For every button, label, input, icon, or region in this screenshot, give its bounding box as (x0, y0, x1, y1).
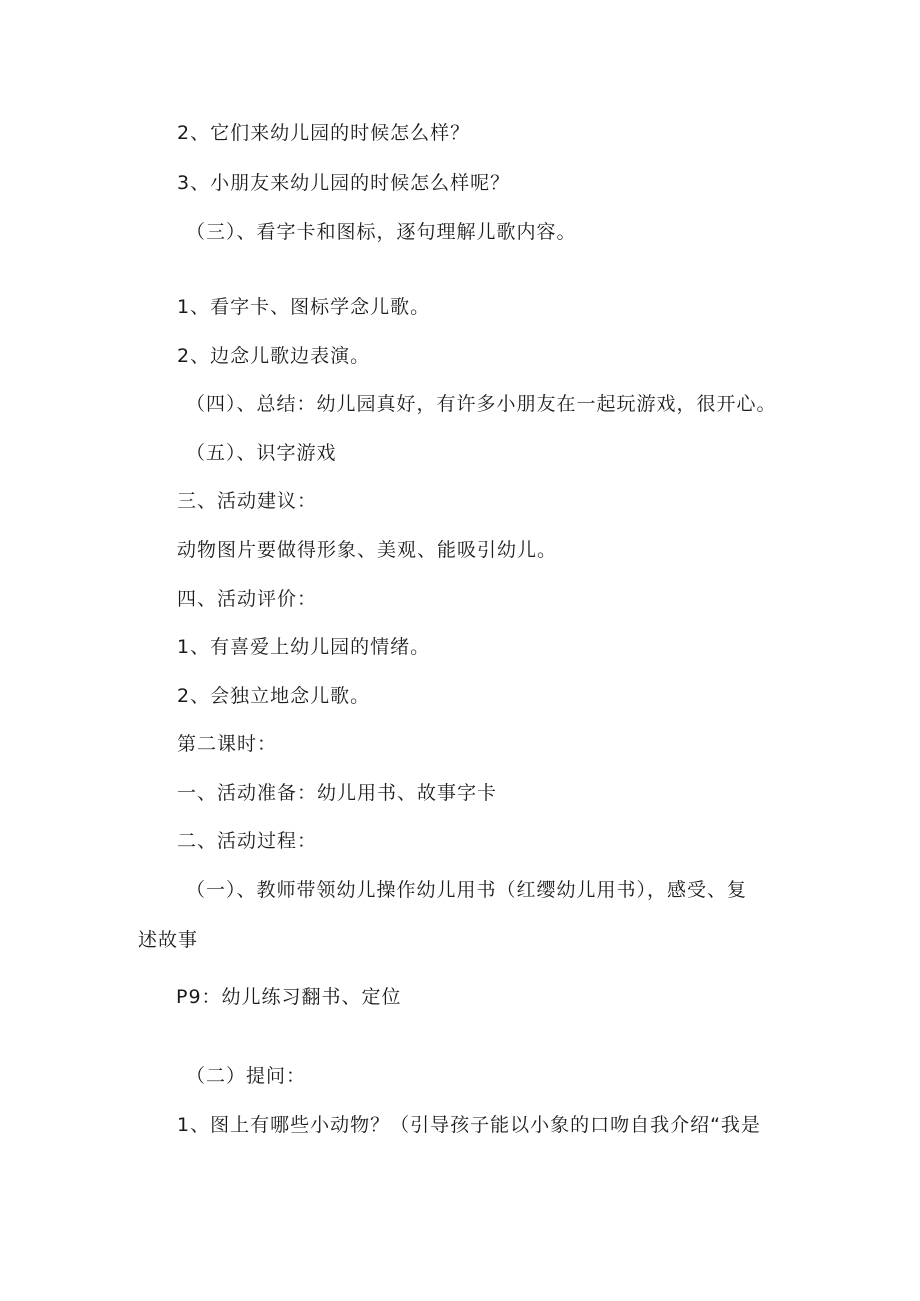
text-line: 2、它们来幼儿园的时候怎么样？ (177, 122, 471, 144)
section-heading: 四、活动评价： (177, 588, 318, 610)
section-heading: 一、活动准备：幼儿用书、故事字卡 (177, 782, 498, 804)
text-line: 动物图片要做得形象、美观、能吸引幼儿。 (177, 539, 558, 561)
section-heading: 二、活动过程： (177, 830, 318, 852)
section-heading: （二）提问： (186, 1065, 307, 1087)
text-line: （一）、教师带领幼儿操作幼儿用书（红缨幼儿用书），感受、复 (186, 879, 748, 901)
section-heading: （三）、看字卡和图标，逐句理解儿歌内容。 (186, 221, 577, 243)
section-heading: 三、活动建议： (177, 490, 318, 512)
text-line: 1、图上有哪些小动物？（引导孩子能以小象的口吻自我介绍“我是 (177, 1114, 761, 1136)
section-heading: （四）、总结：幼儿园真好，有许多小朋友在一起玩游戏，很开心。 (186, 393, 777, 415)
text-line: 1、看字卡、图标学念儿歌。 (177, 296, 431, 318)
text-line: P9：幼儿练习翻书、定位 (176, 986, 402, 1008)
section-heading: （五）、识字游戏 (186, 442, 337, 464)
text-line: 2、边念儿歌边表演。 (177, 345, 371, 367)
text-line: 2、会独立地念儿歌。 (177, 685, 371, 707)
text-line: 1、有喜爱上幼儿园的情绪。 (177, 636, 431, 658)
text-line: 述故事 (138, 929, 199, 951)
text-line: 3、小朋友来幼儿园的时候怎么样呢？ (177, 172, 511, 194)
section-heading: 第二课时： (177, 733, 278, 755)
